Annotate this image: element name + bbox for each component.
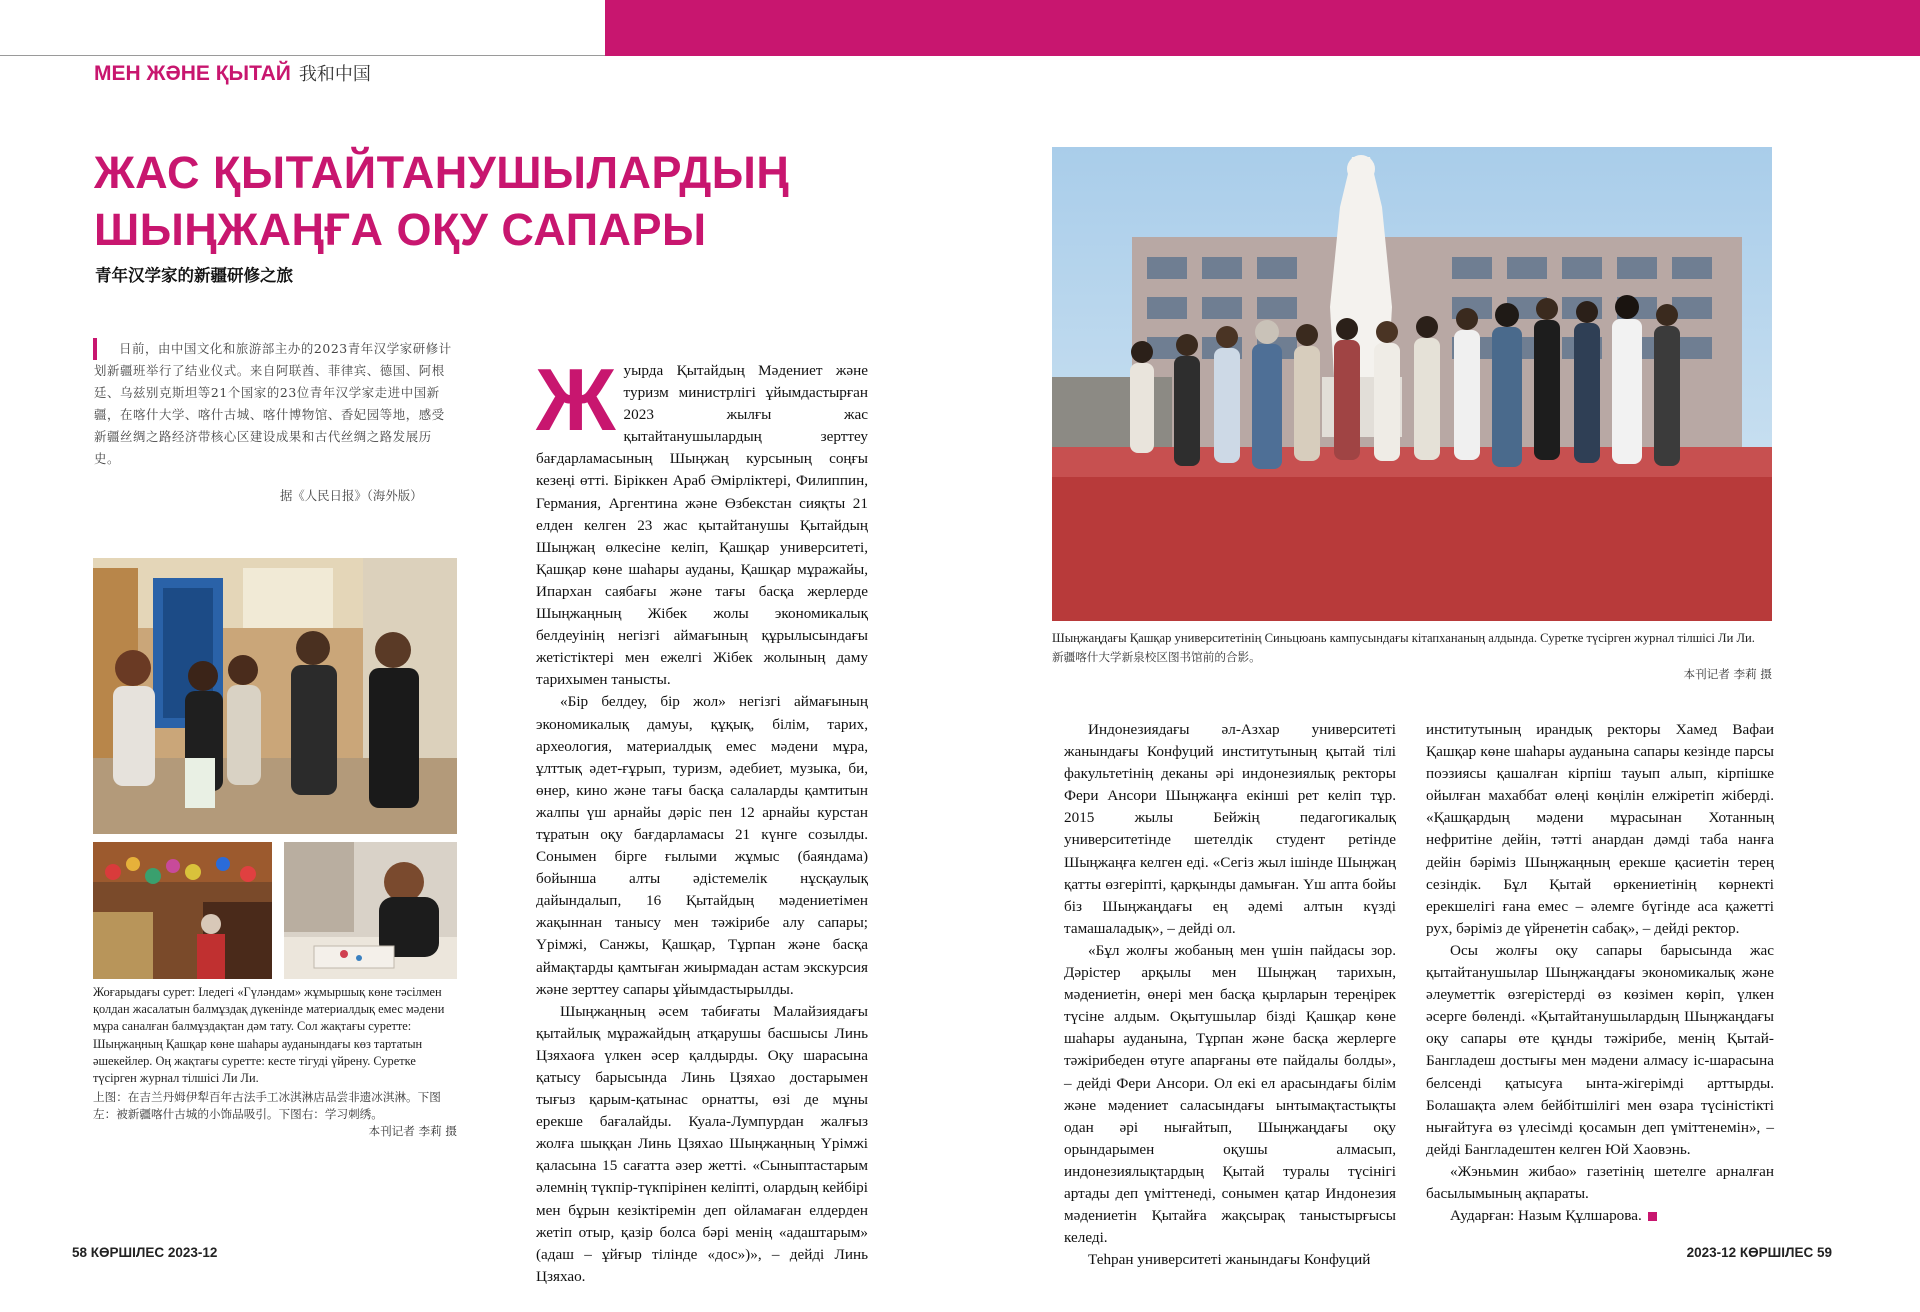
- folio-left: [72, 1245, 217, 1260]
- col1-paragraph-2: «Бір белдеу, бір жол» негізгі аймағының экономикалық дамуы, құқық, білім, тарих, археология, материалдық емес мәдени мұра, ұлттық әдет-ғұрып, туризм, әдебиет, музыка, би, өнер, кино және тағы басқа салаларды қамтитын жалпы үш арнайы дәріс пен 12 арнайы курстан тұратын оқу бағдарламасы 21 күнге созылды. Сонымен бірге ғылыми жұмыс (баяндама) бойынша алты әдістемелік нұсқаулық дайындалып, 16 Қытайдың мәдениетімен жақыннан танысу мен тәжірибе алу сапары; Үрімжі, Санжы, Қашқар, Тұрпан және басқа аймақтарды қамтыған жиырмадан астам экскурсия және зерттеу сапары ұйымдастырылды.: [536, 693, 868, 998]
- col2-paragraph-2: «Бұл жолғы жобаның мен үшін пайдасы зор. Дәрістер арқылы мен Шыңжаң тарихын, мәдениетін, өнері мен басқа қырларын тереңірек түсіне алдым. Оқытушылар бізді Қашқар көне шаһары ауданына, Тұрпан және басқа жерлерге тәжірибеден өтуге апарғаны өте пайдалы болды», – дейді Фери Ансори. Ол екі ел арасындағы білім және мәдениет саласындағы ынтымақтастықты одан әрі нығайтып, Шыңжаңдағы оқу орындарымен оқушы алмасып, индонезиялықтардың Қытай туралы түсінігі артады деп үміттенеді, сонымен қатар Индонезия мәдениетін Қытайға жақсырақ таныстырғысы келеді.: [1064, 941, 1396, 1247]
- chinese-intro-source: 据《人民日报》（海外版）: [280, 488, 423, 503]
- page-number-left: 58: [72, 1245, 88, 1260]
- caption-left-credit: 本刊记者 李莉 摄: [368, 1124, 457, 1139]
- translator-credit: Аударған: Назым Құлшарова.: [1450, 1207, 1642, 1225]
- magazine-name-right: 2023-12 КӨРШІЛЕС: [1686, 1245, 1814, 1260]
- caption-right-cn: 新疆喀什大学新泉校区图书馆前的合影。: [1052, 650, 1261, 664]
- col1-paragraph-3: Шыңжаңның әсем табиғаты Малайзиядағы қытайлық мұражайдың атқарушы басшысы Линь Цзяхаоға үлкен әсер қалдырды. Оқу шарасына қатысу барысында Линь Цзяхао достарымен тығыз қарым-қатынас орнатты, өзі де мұны ерекше бағалайды. Куала-Лумпурдан жалғыз жолға шыққан Линь Цзяхао Шыңжаңның Үрімжі қаласына 15 сағатта әзер жетті. «Сыныптастарым әлемнің түкпір-түкпірінен келіпті, олардың кейбірі мен бұрын кезіктіремін деп ойламаған елдерден жетіп отыр, қазір болса бәрі менің «адаштарым» (адаш – ұйғыр тілінде «дос»)», – дейді Линь Цзяхао.: [536, 1002, 868, 1285]
- photo-caption-right: [1052, 630, 1772, 683]
- article-column-1: [536, 350, 868, 1288]
- section-label-kz: МЕН ЖӘНЕ ҚЫТАЙ: [94, 62, 291, 85]
- article-column-2: [1064, 719, 1396, 1271]
- caption-right-kz: Шыңжаңдағы Қашқар университетінің Синьцюань кампусындағы кітапхананың алдында. Суретке түсірген журнал тілшісі Ли Ли.: [1052, 631, 1755, 645]
- col1-paragraph-1: [536, 350, 868, 691]
- col3-paragraph-4: [1426, 1205, 1774, 1227]
- col1-paragraph-1-text: уырда Қытайдың Мәдениет және туризм министрлігі ұйымдастырған 2023 жылғы жас қытайтанушылардың зерттеу бағдарламасының Шыңжаң курсының соңғы кезеңі өтті. Біріккен Араб Әмірліктері, Филиппин, Германия, Аргентина және Өзбекстан сияқты 21 елден келген 23 жас қытайтанушы Қытайдың Шыңжаң өлкесіне келіп, Қашқар университеті, Қашқар көне шаһары ауданы, Қашқар мұражайы, Ипархан саябағы және тағы басқа жерлерде Шыңжаңның Жібек жолы экономикалық белдеуінің негізгі аймағының құрылысындағы жетістіктері мен ежелгі Жібек жолының даму тарихымен танысты.: [536, 362, 868, 689]
- end-mark-icon: [1648, 1212, 1657, 1221]
- photo-group-library: [1052, 147, 1772, 621]
- col3-paragraph-2: Осы жолғы оқу сапары барысында жас қытайтанушылар Шыңжаңдағы экономикалық және әлеуметтік өзгерістерді өз көзімен көріп, үлкен әсерге бөленді. «Қытайтанушылардың Шыңжаңдағы оқу сапары өте құнды тәжірибе, менің Қытай-Бангладеш достығы мен мәдени алмасу іс-шарасына белсенді қатысуға ынта-жігерімді арттырды. Болашақта әлем бейбітшілігі мен өзара түсіністікті нығайтуға өз үлесімді қосамын деп үміттенемін», – дейді Бангладештен келген Юй Хаовэнь.: [1426, 941, 1774, 1158]
- photo-kashgar-souvenirs: [93, 842, 272, 979]
- caption-left-kz: Жоғарыдағы сурет: Іледегі «Гүләндам» жұмыршық көне тәсілмен қолдан жасалатын балмұздақ дүкенінде материалдық емес мәдени мұра саналған балмұздақтан дәм тату. Сол жақтағы суретте: Шыңжаңның Қашқар көне шаһары ауданындағы көз тартатын әшекейлер. Оң жақтағы суретте: кесте тігуді үйрену. Суретке түсірген журнал тілшісі Ли Ли.: [93, 985, 445, 1086]
- chinese-intro: [94, 338, 457, 470]
- article-title: [94, 144, 794, 258]
- caption-right-credit: 本刊记者 李莉 摄: [1683, 667, 1772, 681]
- col3-paragraph-1: институтының ирандық ректоры Хамед Вафаи Қашқар көне шаһары ауданына сапары кезінде парсы поэзиясы қашалған кірпіш тауып алып, кірпішке ойылған махаббат өлеңі көңілін елжіретіп жіберді. «Қашқардың мәдени мұрасынан Хотанның нефритіне дейін, тәтті анардан дәмді таба нанға дейін бәріміз Шыңжаңның ерекше қасиетін терең сезіндік. Бұл Қытай өркениетінің көрнекті ерекшелігі ғана емес – әлемге бүгінде аса қажетті рух, бәріміз де үйренетін сабақ», – дейді ректор.: [1426, 721, 1774, 937]
- article-subtitle-cn: 青年汉学家的新疆研修之旅: [95, 267, 293, 285]
- page-number-right: 59: [1816, 1245, 1832, 1260]
- col2-paragraph-3: Теһран университеті жанындағы Конфуций: [1088, 1251, 1371, 1269]
- photo-embroidery: [284, 842, 457, 979]
- photo-ice-cream-shop: [93, 558, 457, 834]
- caption-left-cn: 上图：在吉兰丹姆伊犁百年古法手工冰淇淋店品尝非遗冰淇淋。下图左：被新疆喀什古城的小饰品吸引。下图右：学习刺绣。: [93, 1090, 441, 1122]
- magazine-name-left: КӨРШІЛЕС 2023-12: [90, 1245, 218, 1260]
- article-title-line2: ШЫҢЖАҢҒА ОҚУ САПАРЫ: [94, 204, 707, 255]
- photo-caption-left: [93, 984, 457, 1140]
- header-rule: [0, 0, 605, 56]
- header-magenta-band: [605, 0, 1920, 56]
- col2-paragraph-1: Индонезиядағы әл-Азхар университеті жанындағы Конфуций институтының қытай тілі факультетінің деканы әрі индонезиялық ректоры Фери Ансори Шыңжаңға екінші рет келіп тұр. 2015 жылы Бейжің педагогикалық университетінде шетелдік студент ретінде Шыңжаңға келген еді. «Сегіз жыл ішінде Шыңжаң қатты өзгеріпті, қарқынды дамыған. Үш апта бойы біз Шыңжаңдағы ең әдемі алтын күзді тамашаладық», – дейді ол.: [1064, 721, 1396, 937]
- drop-cap: Ж: [536, 350, 616, 449]
- section-label: [94, 60, 371, 86]
- folio-right: [1687, 1245, 1832, 1260]
- col3-paragraph-3: «Жэньмин жибао» газетінің шетелге арналған басылымының ақпараты.: [1426, 1162, 1774, 1202]
- section-label-cn: 我和中国: [298, 64, 371, 84]
- chinese-intro-text: 日前，由中国文化和旅游部主办的2023青年汉学家研修计划新疆班举行了结业仪式。来自阿联酋、菲律宾、德国、阿根廷、乌兹别克斯坦等21个国家的23位青年汉学家走进中国新疆，在喀什大学、喀什古城、喀什博物馆、香妃园等地，感受新疆丝绸之路经济带核心区建设成果和古代丝绸之路发展历史。: [94, 341, 452, 466]
- article-title-line1: ЖАС ҚЫТАЙТАНУШЫЛАРДЫҢ: [94, 147, 790, 198]
- article-column-3: [1426, 719, 1774, 1227]
